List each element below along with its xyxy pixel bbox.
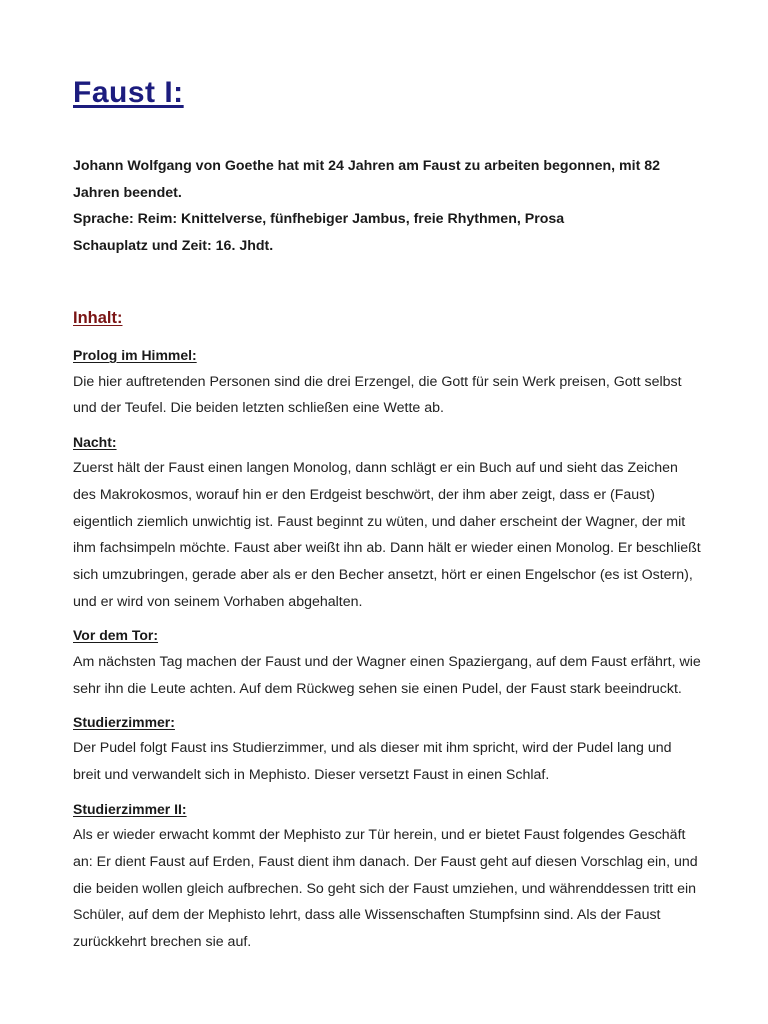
section-studierzimmer <box>73 709 703 789</box>
section-text: Zuerst hält der Faust einen langen Monolog, dann schlägt er ein Buch auf und sieht das Zeichen des Makrokosmos, worauf hin er den Erdgeist beschwört, der ihm aber zeigt, dass er (Faust) eigentlich ziemlich unwichtig ist. Faust beginnt zu wüten, und daher erscheint der Wagner, der mit ihm fachsimpeln möchte. Faust aber weißt ihn ab. Dann hält er wieder einen Monolog. Er beschließt sich umzubringen, gerade aber als er den Becher ansetzt, hört er einen Engelschor (es ist Ostern), und er wird von seinem Vorhaben abgehalten. <box>73 460 701 611</box>
section-prolog <box>73 342 703 422</box>
document-title: Faust I: <box>73 76 184 109</box>
sections-list <box>73 342 703 963</box>
section-heading: Nacht: <box>73 433 117 450</box>
content-heading: Inhalt: <box>73 309 123 327</box>
section-studierzimmer-ii <box>73 796 703 956</box>
section-text: Als er wieder erwacht kommt der Mephisto zur Tür herein, und er bietet Faust folgendes Geschäft an: Er dient Faust auf Erden, Faust dient ihm danach. Der Faust geht auf diesen Vorschlag ein, und die beiden wollen gleich aufbrechen. So geht sich der Faust umziehen, und währenddessen tritt ein Schüler, auf dem der Mephisto lehrt, dass alle Wissenschaften Stumpfsinn sind. Als der Faust zurückkehrt brechen sie auf. <box>73 827 698 951</box>
section-vor-dem-tor <box>73 622 703 702</box>
section-heading: Studierzimmer: <box>73 713 175 730</box>
section-heading: Vor dem Tor: <box>73 627 159 644</box>
intro-line-author: Johann Wolfgang von Goethe hat mit 24 Jahren am Faust zu arbeiten begonnen, mit 82 Jahren beendet. <box>73 158 661 201</box>
section-text: Der Pudel folgt Faust ins Studierzimmer, und als dieser mit ihm spricht, wird der Pudel lang und breit und verwandelt sich in Mephisto. Dieser versetzt Faust in einen Schlaf. <box>73 740 672 784</box>
intro-block <box>73 153 703 259</box>
section-heading: Prolog im Himmel: <box>73 347 197 363</box>
section-heading: Studierzimmer II: <box>73 800 187 817</box>
section-text: Am nächsten Tag machen der Faust und der Wagner einen Spaziergang, auf dem Faust erfährt, wie sehr ihn die Leute achten. Auf dem Rückweg sehen sie einen Pudel, der Faust stark beeindruckt. <box>73 653 701 697</box>
section-nacht <box>73 429 703 616</box>
intro-line-language: Sprache: Reim: Knittelverse, fünfhebiger Jambus, freie Rhythmen, Prosa <box>73 211 565 227</box>
section-text: Die hier auftretenden Personen sind die drei Erzengel, die Gott für sein Werk preisen, Gott selbst und der Teufel. Die beiden letzten schließen eine Wette ab. <box>73 373 682 417</box>
intro-line-setting: Schauplatz und Zeit: 16. Jhdt. <box>73 237 274 254</box>
